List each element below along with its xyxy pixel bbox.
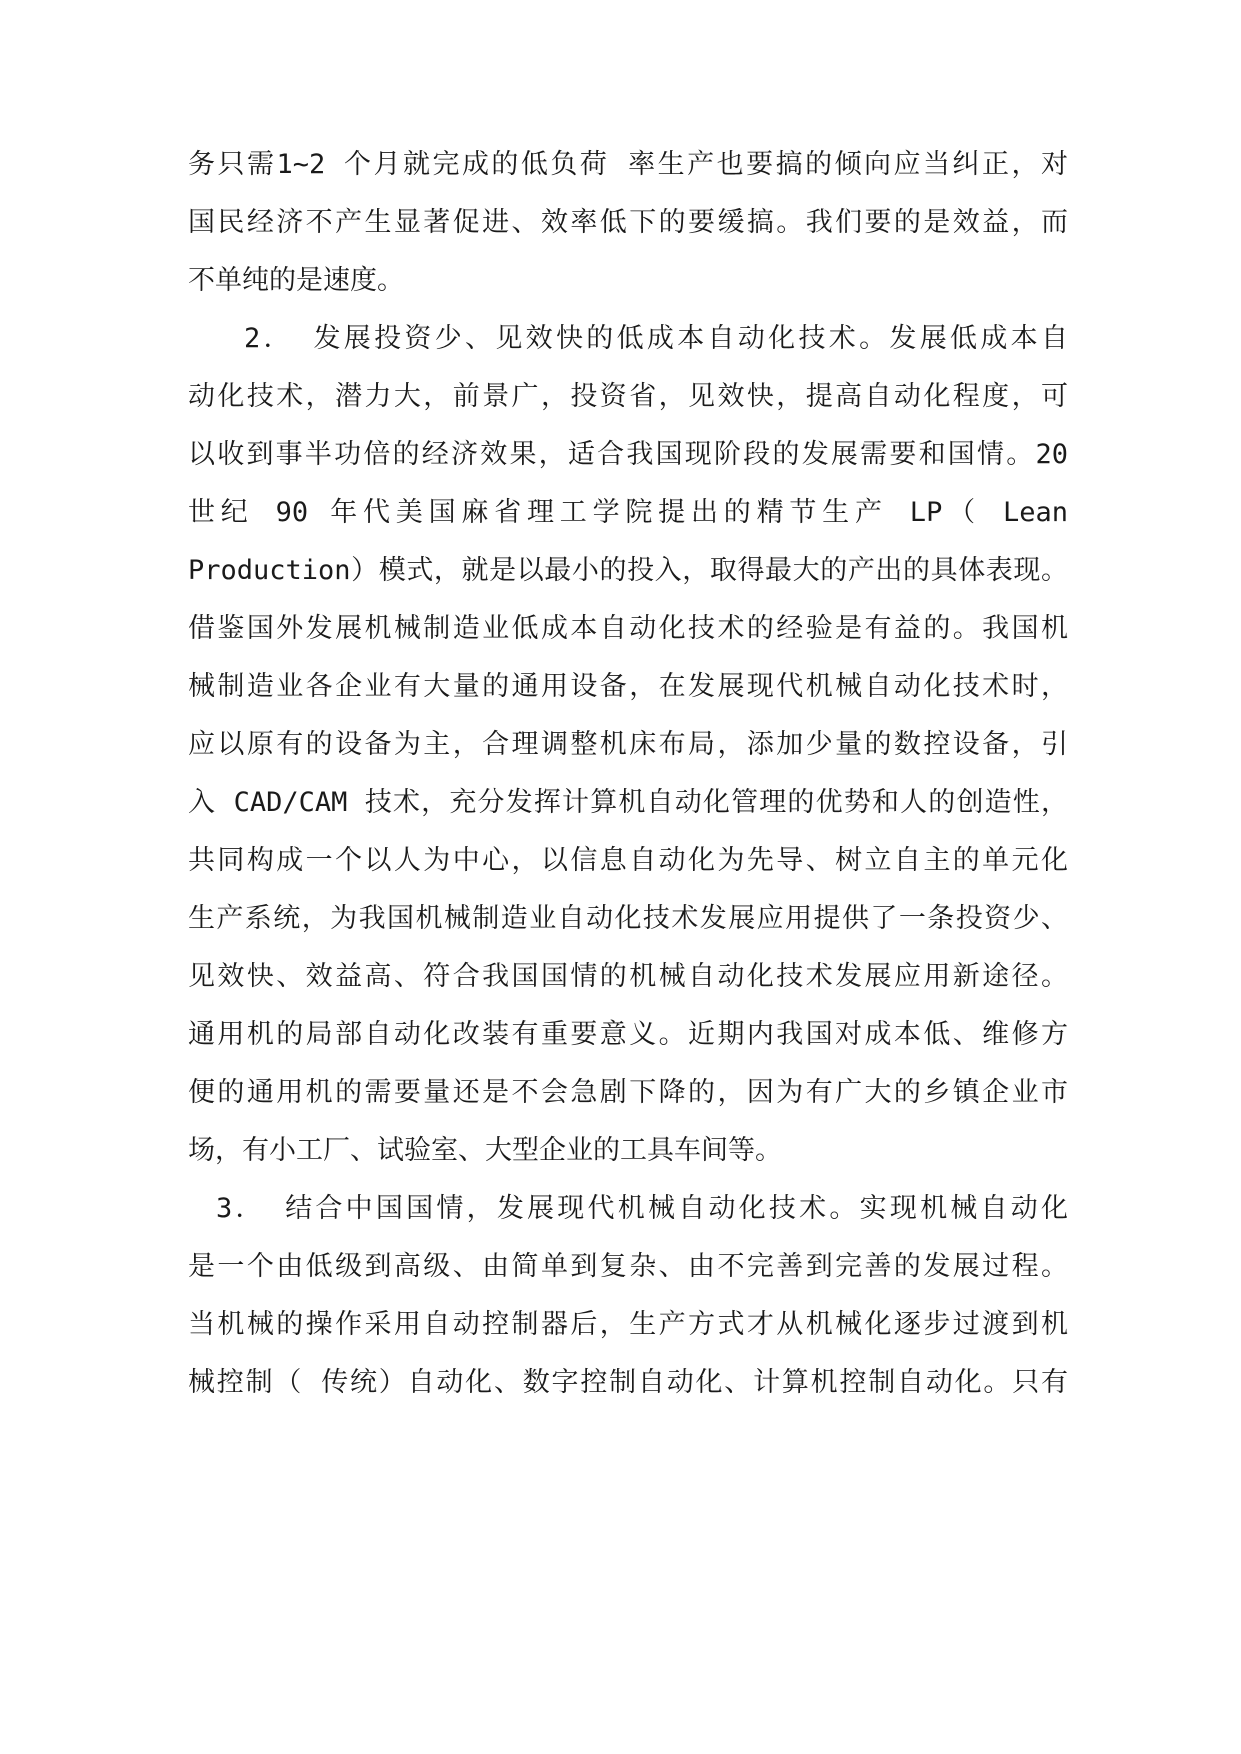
text-line: 世纪 90 年代美国麻省理工学院提出的精节生产 LP（ Lean	[188, 497, 1068, 528]
text-line: 械控制（ 传统）自动化、数字控制自动化、计算机控制自动化。只有	[188, 1367, 1068, 1398]
text-line: 通用机的局部自动化改装有重要意义。近期内我国对成本低、维修方	[188, 1019, 1068, 1050]
text-line: 见效快、效益高、符合我国国情的机械自动化技术发展应用新途径。	[188, 961, 1068, 992]
text-line: 是一个由低级到高级、由简单到复杂、由不完善到完善的发展过程。	[188, 1251, 1068, 1282]
text-line: 应以原有的设备为主，合理调整机床布局，添加少量的数控设备，引	[188, 729, 1068, 760]
text-line: 以收到事半功倍的经济效果，适合我国现阶段的发展需要和国情。20	[188, 439, 1068, 470]
text-line: 当机械的操作采用自动控制器后，生产方式才从机械化逐步过渡到机	[188, 1309, 1068, 1340]
text-line: 生产系统，为我国机械制造业自动化技术发展应用提供了一条投资少、	[188, 903, 1068, 934]
text-line: 入 CAD/CAM 技术，充分发挥计算机自动化管理的优势和人的创造性，	[188, 787, 1068, 818]
text-line: 械制造业各企业有大量的通用设备，在发展现代机械自动化技术时，	[188, 671, 1068, 702]
text-line: 借鉴国外发展机械制造业低成本自动化技术的经验是有益的。我国机	[188, 613, 1068, 644]
text-line: Production）模式，就是以最小的投入，取得最大的产出的具体表现。	[188, 555, 1068, 586]
text-line: 共同构成一个以人为中心，以信息自动化为先导、树立自主的单元化	[188, 845, 1068, 876]
text-line: 场，有小工厂、试验室、大型企业的工具车间等。	[188, 1135, 782, 1166]
text-line: 2． 发展投资少、见效快的低成本自动化技术。发展低成本自	[244, 323, 1068, 354]
text-line: 便的通用机的需要量还是不会急剧下降的，因为有广大的乡镇企业市	[188, 1077, 1068, 1108]
text-line: 务只需1~2 个月就完成的低负荷 率生产也要搞的倾向应当纠正，对	[188, 149, 1068, 180]
text-line: 国民经济不产生显著促进、效率低下的要缓搞。我们要的是效益，而	[188, 207, 1068, 238]
text-line: 3． 结合中国国情，发展现代机械自动化技术。实现机械自动化	[216, 1193, 1068, 1224]
text-line: 动化技术，潜力大，前景广，投资省，见效快，提高自动化程度，可	[188, 381, 1068, 412]
text-line: 不单纯的是速度。	[188, 265, 404, 296]
